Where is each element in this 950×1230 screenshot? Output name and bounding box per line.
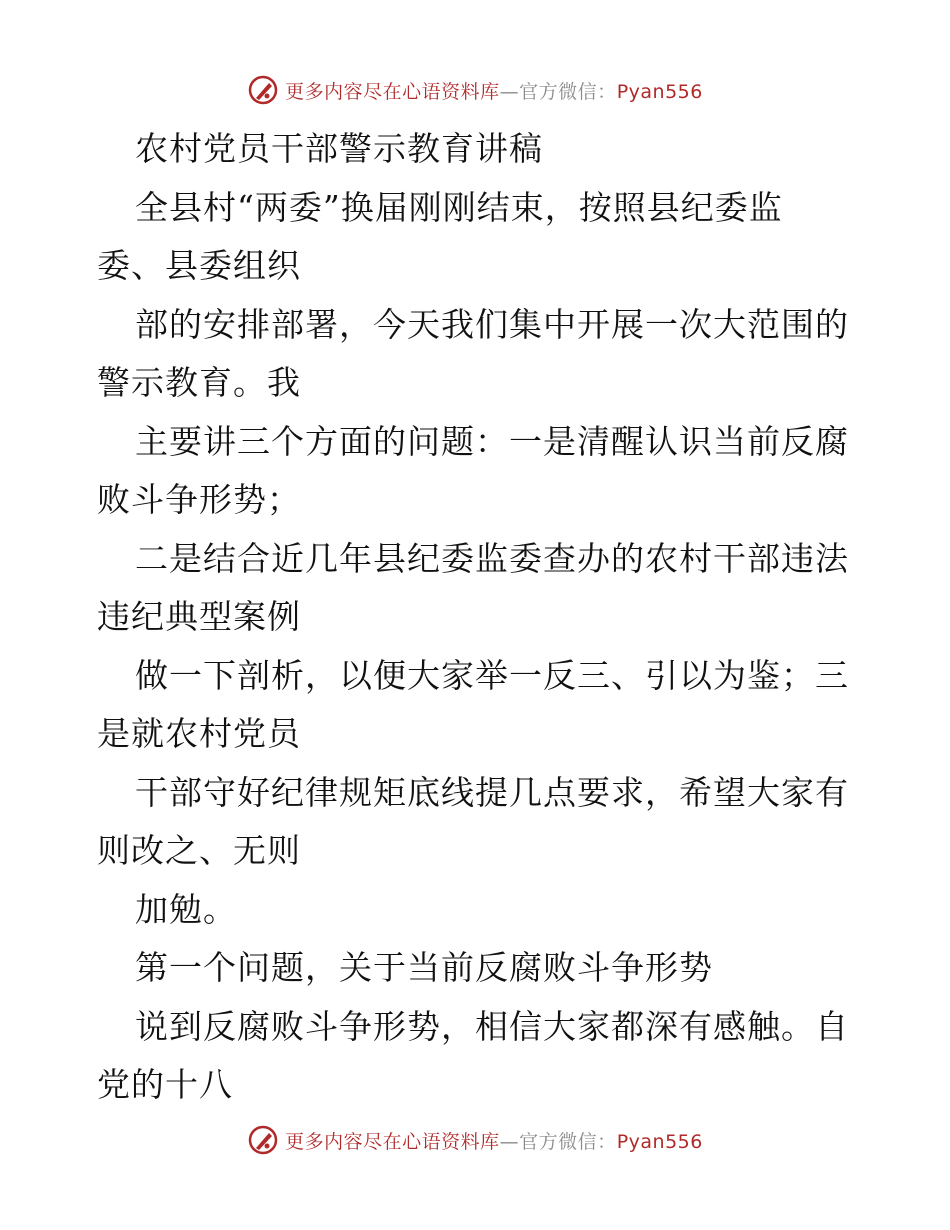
text-line: 党的十八 (97, 1065, 233, 1104)
text-line: 二是结合近几年县纪委监委查办的农村干部违法 (135, 538, 849, 578)
text-line: 则改之、无则 (97, 831, 301, 870)
text-line: 全县村“两委”换届刚刚结束，按照县纪委监 (135, 187, 783, 227)
text-line: 干部守好纪律规矩底线提几点要求，希望大家有 (135, 772, 849, 812)
text-line: 部的安排部署，今天我们集中开展一次大范围的 (135, 304, 849, 344)
text-line: 说到反腐败斗争形势，相信大家都深有感触。自 (135, 1006, 849, 1046)
quill-logo-icon (247, 74, 279, 106)
footer-watermark (0, 1122, 950, 1158)
header-watermark (0, 72, 950, 108)
text-line: 农村党员干部警示教育讲稿 (135, 129, 543, 168)
text-line: 是就农村党员 (97, 714, 301, 753)
quill-logo-icon (247, 1124, 279, 1156)
text-line: 第一个问题，关于当前反腐败斗争形势 (135, 948, 713, 987)
text-line: 做一下剖析，以便大家举一反三、引以为鉴；三 (135, 655, 849, 695)
document-body (97, 120, 857, 1115)
text-line: 违纪典型案例 (97, 597, 301, 636)
text-line: 警示教育。我 (97, 363, 301, 402)
watermark-text: 更多内容尽在心语资料库—官方微信：Pyan556 (285, 80, 703, 103)
text-line: 主要讲三个方面的问题：一是清醒认识当前反腐 (135, 421, 849, 461)
watermark-text: 更多内容尽在心语资料库—官方微信：Pyan556 (285, 1130, 703, 1153)
text-line: 加勉。 (135, 889, 237, 929)
text-line: 委、县委组织 (97, 246, 301, 285)
text-line: 败斗争形势； (97, 480, 301, 519)
